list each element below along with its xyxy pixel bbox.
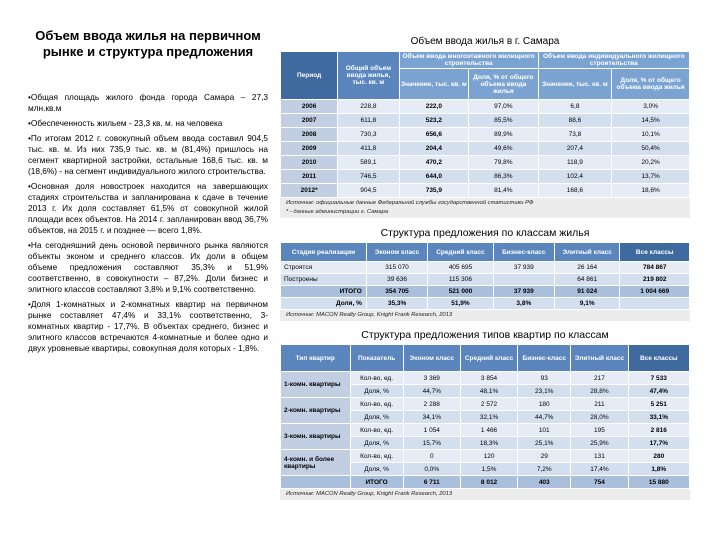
all-cell: 5 251 [628,398,689,411]
multi-share-cell: 79,8% [469,156,539,170]
header-multi-value: Значение, тыс. кв. м [399,69,469,100]
year-cell: 2011 [281,170,338,184]
class-structure-table [280,242,690,310]
all-cell: 2 816 [628,424,689,437]
elite-cell: 9,1% [555,298,620,310]
middle-cell: 405 695 [428,262,493,274]
table-row [281,170,690,184]
economy-cell: 15,7% [403,437,460,450]
all-cell: 47,4% [628,385,689,398]
indiv-value-cell: 73,8 [538,128,612,142]
year-cell: 2008 [281,128,338,142]
table3-title: Структура предложения типов квартир по классам [361,329,609,341]
table-row [281,156,690,170]
economy-cell: 39 636 [366,274,427,286]
row-label: Построены [281,274,367,286]
indiv-value-cell: 207,4 [538,142,612,156]
header-indiv-share: Доля, % от общего объема ввода жилья [612,69,690,100]
table1-title: Объем ввода жилья в г. Самара [410,36,560,47]
table-row [281,262,690,274]
indiv-share-cell: 18,6% [612,184,690,198]
indicator-cell: Доля, % [350,437,403,450]
indiv-share-cell: 13,7% [612,170,690,184]
all-cell [620,298,690,310]
business-cell: 23,1% [518,385,571,398]
indicator-cell: Доля, % [350,385,403,398]
indicator-cell: Кол-во, ед. [350,398,403,411]
indiv-value-cell: 118,9 [538,156,612,170]
all-cell: 784 867 [620,262,690,274]
bullet-item: •На сегодняшний день основой первичного рынка являются объекты эконом и среднего классов. Их доли в общем объеме предложения составляют 35,3% и 51,9% соответственно, в совокупности – 87,2%. Доли бизнес и элитного классов составляют 3,8% и 9,1% соответственно. [28,240,268,294]
header-all: Все классы [620,243,690,262]
total-cell: 589,1 [338,156,399,170]
header-total: Общий объем ввода жилья, тыс. кв. м [338,52,399,100]
header-multi-group: Объем ввода многоэтажного жилищного строительства [399,52,538,69]
indiv-share-cell: 10,1% [612,128,690,142]
table1-frame [280,51,690,218]
all-cell: 7 533 [628,372,689,385]
multi-share-cell: 49,6% [469,142,539,156]
multi-value-cell: 470,2 [399,156,469,170]
share-label: Доля, % [281,298,367,310]
indiv-value-cell: 102,4 [538,170,612,184]
middle-cell: 120 [460,450,517,463]
total-row [281,476,690,489]
bullet-item: •Доля 1-комнатных и 2-комнатных квартир на первичном рынке составляет 47,4% и 33,1% соответственно, 3-комнатных квартир - 17,7%. В объектах среднего, бизнес и элитного классов встречаются 4-комнатные и более одно и двух уровневые квартиры, совокупная доля которых - 1,8%. [28,299,268,353]
economy-cell: 6 711 [403,476,460,489]
header-multi-share: Доля, % от общего объема ввода жилья [469,69,539,100]
indicator-cell: Кол-во, ед. [350,372,403,385]
header-elite: Элитный класс [555,243,620,262]
bullet-item: •Основная доля новостроек находится на завершающих стадиях строительства и запланирована к сдаче в течение 2013 г. Их доля составляет 61,5% от совокупной жилой площади всех объектов. На 2014 г. запланирован ввод 36,7% объектов, на 2015 г. и позднее — всего 1,8%. [28,181,268,235]
header-economy: Эконом класс [403,345,460,372]
elite-cell: 131 [571,450,628,463]
total-label: ИТОГО [350,476,403,489]
header-indiv-value: Значение, тыс. кв. м [538,69,612,100]
left-column [28,28,268,358]
table-row [281,142,690,156]
business-cell [493,274,554,286]
header-indicator: Показатель [350,345,403,372]
all-cell: 33,1% [628,411,689,424]
middle-cell: 2 572 [460,398,517,411]
table1-footnote: * - данные администрации г. Самара [280,207,690,216]
indiv-share-cell: 3,0% [612,100,690,114]
business-cell: 44,7% [518,411,571,424]
table3-frame [280,344,690,500]
economy-cell: 44,7% [403,385,460,398]
all-cell: 17,7% [628,437,689,450]
header-type: Тип квартир [281,345,351,372]
business-cell: 37 939 [493,286,554,298]
table-row [281,114,690,128]
table1-source: Источник: официальные данные Федеральной службы государственной статистики РФ [280,198,690,207]
elite-cell: 17,4% [571,463,628,476]
business-cell: 7,2% [518,463,571,476]
elite-cell: 25,9% [571,437,628,450]
table-row [281,450,690,463]
multi-share-cell: 81,4% [469,184,539,198]
elite-cell: 195 [571,424,628,437]
multi-share-cell: 97,0% [469,100,539,114]
header-middle: Средний класс [460,345,517,372]
total-cell: 228,8 [338,100,399,114]
indiv-share-cell: 50,4% [612,142,690,156]
right-column [280,36,690,500]
multi-share-cell: 85,5% [469,114,539,128]
year-cell: 2012* [281,184,338,198]
multi-value-cell: 656,6 [399,128,469,142]
economy-cell: 354 705 [366,286,427,298]
economy-cell: 35,3% [366,298,427,310]
indicator-cell: Кол-во, ед. [350,450,403,463]
row-label: Строятся [281,262,367,274]
indiv-value-cell: 168,6 [538,184,612,198]
middle-cell: 18,3% [460,437,517,450]
table-row [281,372,690,385]
total-cell: 904,5 [338,184,399,198]
middle-cell: 8 012 [460,476,517,489]
middle-cell: 1 466 [460,424,517,437]
indiv-value-cell: 88,6 [538,114,612,128]
indiv-share-cell: 14,5% [612,114,690,128]
middle-cell: 3 854 [460,372,517,385]
bullet-list [28,92,268,354]
business-cell: 3,8% [493,298,554,310]
business-cell: 101 [518,424,571,437]
header-economy: Эконом класс [366,243,427,262]
table-row [281,128,690,142]
indiv-share-cell: 20,2% [612,156,690,170]
elite-cell: 91 024 [555,286,620,298]
total-row [281,286,690,298]
multi-value-cell: 735,9 [399,184,469,198]
year-cell: 2007 [281,114,338,128]
business-cell: 29 [518,450,571,463]
indicator-cell: Кол-во, ед. [350,424,403,437]
multi-value-cell: 523,2 [399,114,469,128]
table-row [281,424,690,437]
indicator-cell: Доля, % [350,411,403,424]
header-business: Бизнес-класс [493,243,554,262]
economy-cell: 2 288 [403,398,460,411]
business-cell: 180 [518,398,571,411]
middle-cell: 521 000 [428,286,493,298]
total-blank [281,476,351,489]
table2-frame [280,242,690,321]
economy-cell: 1 054 [403,424,460,437]
economy-cell: 3 369 [403,372,460,385]
type-cell: 2-комн. квартиры [281,398,351,424]
all-cell: 280 [628,450,689,463]
table2-title: Структура предложения по классам жилья [380,227,590,239]
elite-cell: 26 164 [555,262,620,274]
year-cell: 2006 [281,100,338,114]
economy-cell: 0 [403,450,460,463]
elite-cell: 211 [571,398,628,411]
total-cell: 611,8 [338,114,399,128]
year-cell: 2009 [281,142,338,156]
business-cell: 93 [518,372,571,385]
business-cell: 25,1% [518,437,571,450]
table-row [281,274,690,286]
table-row [281,398,690,411]
type-cell: 4-комн. и более квартиры [281,450,351,476]
header-middle: Средний класс [428,243,493,262]
multi-value-cell: 204,4 [399,142,469,156]
table2-source: Источник: MACON Realty Group, Knight Frank Research, 2013 [280,310,690,319]
indiv-value-cell: 6,8 [538,100,612,114]
share-row [281,298,690,310]
apartment-type-table [280,344,690,489]
all-cell: 1,8% [628,463,689,476]
all-cell: 15 880 [628,476,689,489]
year-cell: 2010 [281,156,338,170]
elite-cell: 28,0% [571,411,628,424]
multi-share-cell: 86,3% [469,170,539,184]
all-cell: 1 004 669 [620,286,690,298]
indicator-cell: Доля, % [350,463,403,476]
multi-value-cell: 644,0 [399,170,469,184]
elite-cell: 217 [571,372,628,385]
bullet-item: •Общая площадь жилого фонда города Самара – 27,3 млн.кв.м [28,92,268,113]
header-all: Все классы [628,345,689,372]
housing-input-table [280,51,690,198]
economy-cell: 0,0% [403,463,460,476]
economy-cell: 315 070 [366,262,427,274]
type-cell: 1-комн. квартиры [281,372,351,398]
total-cell: 730,3 [338,128,399,142]
header-stage: Стадия реализации [281,243,367,262]
table3-source: Источник: MACON Realty Group, Knight Frank Research, 2013 [280,489,690,498]
table-row [281,100,690,114]
elite-cell: 754 [571,476,628,489]
multi-value-cell: 222,0 [399,100,469,114]
middle-cell: 51,9% [428,298,493,310]
all-cell: 219 802 [620,274,690,286]
business-cell: 37 939 [493,262,554,274]
middle-cell: 48,1% [460,385,517,398]
bullet-item: •По итогам 2012 г. совокупный объем ввода составил 904,5 тыс. кв. м. Из них 735,9 тыс. кв. м (81,4%) пришлось на сегмент квартирной застройки, остальные 168,6 тыс. кв. м (18,6%) - на сегмент индивидуального жилого строительства. [28,133,268,176]
elite-cell: 28,8% [571,385,628,398]
type-cell: 3-комн. квартиры [281,424,351,450]
economy-cell: 34,1% [403,411,460,424]
multi-share-cell: 89,9% [469,128,539,142]
header-elite: Элитный класс [571,345,628,372]
elite-cell: 64 861 [555,274,620,286]
header-period: Период [281,52,338,100]
business-cell: 403 [518,476,571,489]
middle-cell: 115 306 [428,274,493,286]
middle-cell: 32,1% [460,411,517,424]
header-indiv-group: Объем ввода индивидуального жилищного строительства [538,52,689,69]
table-row [281,184,690,198]
header-business: Бизнес-класс [518,345,571,372]
middle-cell: 1,5% [460,463,517,476]
total-label: ИТОГО [281,286,367,298]
total-cell: 746,5 [338,170,399,184]
bullet-item: •Обеспеченность жильем - 23,3 кв. м. на человека [28,118,223,128]
total-cell: 411,8 [338,142,399,156]
page-title: Объем ввода жилья на первичном рынке и структура предложения [35,28,261,59]
